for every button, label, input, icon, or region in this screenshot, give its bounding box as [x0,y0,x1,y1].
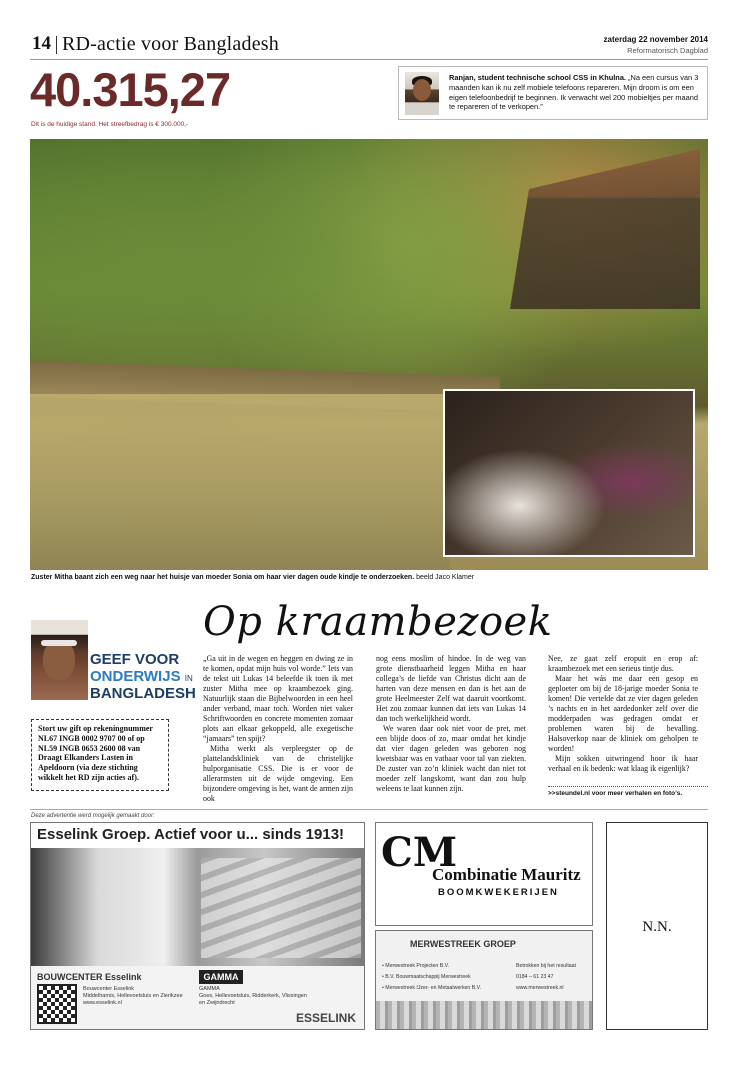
bouwcenter-url: www.esselink.nl [83,999,122,1006]
ad-section-rule [30,809,708,810]
quote-box [398,66,708,120]
fundraiser-note: Dit is de huidige stand. Het streefbedrag is € 300.000,- [31,121,189,128]
campaign-line2: ONDERWIJS [90,667,181,685]
anonymous-ad [606,822,708,1030]
skyline-graphic [376,1001,592,1029]
header-rule [30,59,708,60]
list-item: • Merwestreek Projecten B.V. [382,963,450,969]
quote-body: „Na een cursus van 3 maanden kan ik nu zelf mobiele telefoons repareren. Mijn droom is om een eigen telefoonbedrijf te beginnen. Ik verwacht wel 200 mobieltjes per maand te repareren of te verkopen.” [449,73,699,112]
esselink-ad[interactable] [30,822,365,1030]
article-headline: Op kraambezoek [203,599,553,645]
esselink-photo [31,848,364,966]
paragraph: nog eens moslim of hindoe. In de weg van grote dienstbaarheid leggen Mitha en haar collega’s de liefde van Christus dicht aan de harten van deze mensen en dan is het aan de grote Heelmeester Zelf wat daaruit voortkomt. Het zou zomaar kunnen dat iets van Lukas 14 dan toch werkelijkheid wordt. [376,654,526,724]
paragraph: Nee, ze gaat zelf eropuit en erop af: kraambezoek met een serieus tintje dus. [548,654,698,674]
merwestreek-phone: 0184 – 61 23 47 [516,973,554,980]
girl-photo [31,620,88,700]
article-column-3 [548,654,698,774]
header-separator [56,36,57,54]
photo-credit: beeld Jaco Klamer [414,574,475,581]
esselink-logo: ESSELINK [295,1011,356,1025]
bouwcenter-info [83,986,203,1007]
merwestreek-ad[interactable] [375,930,593,1030]
bouwcenter-logo: BOUWCENTER Esselink [37,972,142,982]
campaign-logo [90,652,196,702]
caption-text: Zuster Mitha baant zich een weg naar het huisje van moeder Sonia om haar vier dagen oude kindje te onderzoeken. [31,574,415,581]
fundraiser-amount: 40.315,27 [30,63,231,116]
main-photo [30,139,708,570]
mauritz-monogram: CM [381,829,458,876]
article-column-1 [203,654,353,804]
anonymous-label: N.N. [642,919,672,935]
gamma-places: Goes, Hellevoetsluis, Ridderkerk, Vlissingen en Zwijndrecht [199,992,307,1006]
paragraph: Mitha werkt als verpleegster op de plattelandskliniek van de christelijke hulporganisatie CSS. Die is er voor de allerarmsten uit de wijde omgeving. Een bijzondere omgeving is het, want de armen zijn ook [203,744,353,804]
campaign-line1: GEEF VOOR [90,651,180,668]
esselink-headline: Esselink Groep. Actief voor u... sinds 1913! [31,823,364,847]
list-item: • Merwestreek IJzer- en Metaalwerken B.V. [382,984,482,991]
water-reflection [30,394,450,570]
page-number: 14 [32,33,51,54]
merwestreek-url: www.merwestreek.nl [516,984,564,991]
inset-photo [443,389,695,557]
mauritz-sub: BOOMKWEKERIJEN [438,887,559,898]
newspaper-name: Reformatorisch Dagblad [627,46,708,55]
gamma-logo: GAMMA [199,970,243,984]
qr-code-icon [37,984,77,1024]
paragraph: „Ga uit in de wegen en heggen en dwing ze in te komen, opdat mijn huis vol worde.” Iets van de tekst uit Lukas 14 beleefde ik toen ik met zuster Mitha mee op kraambezoek ging. Natuurlijk staan die Bijbelwoorden in een heel ander verband, maar toch. Worden niet vaker Schriftwoorden en concrete momenten zomaar plots aan elkaar gekoppeld, alle exegetische “jamaars” ten spijt? [203,654,353,744]
campaign-in: IN [184,673,193,683]
bouwcenter-name: Bouwcenter Esselink [83,986,135,992]
article-column-2 [376,654,526,794]
section-title: RD-actie voor Bangladesh [62,33,279,55]
gamma-info [199,986,309,1007]
mauritz-name: Combinatie Mauritz [432,865,581,884]
paragraph: We waren daar ook niet voor de pret, met een blijde doos of zo, maar omdat het kindje dat vier dagen geleden was geboren nog kwetsbaar was en vatbaar voor tal van ziekten. De zuster van zo’n kliniek wacht dan niet tot moeder zelf langskomt, want dan zou hulp weleens te laat kunnen zijn. [376,724,526,794]
list-item: • B.V. Bouwmaatschappij Merwestreek [382,973,471,980]
merwestreek-list [382,961,502,994]
paragraph: Mijn sokken uitwringend hoor ik haar verhaal en ik bedenk: wat klaag ik eigenlijk? [548,754,698,774]
more-stories-link[interactable]: >>steundel.nl voor meer verhalen en foto’s. [548,786,708,797]
merwestreek-title: MERWESTREEK GROEP [410,939,516,949]
header-date: zaterdag 22 november 2014 [603,35,708,44]
merwestreek-contact [516,961,591,994]
esselink-footer [31,966,364,1030]
portrait-photo [405,72,439,115]
campaign-line3: BANGLADESH [90,684,196,702]
photo-caption [31,574,474,581]
ad-note: Deze advertentie werd mogelijk gemaakt door: [31,813,155,819]
paragraph: Maar het wás me daar een gesop en geploeter om bij de 18-jarige moeder Sonia te komen! Die vertelde dat ze vier dagen geleden ’s nachts en in het aardedonker zelf over die modderpaden was gedragen omdat er problemen waren bij de bevalling. Halsoverkop naar de kliniek om geholpen te worden! [548,674,698,754]
mauritz-ad[interactable] [375,822,593,926]
bouwcenter-places: Middelharnis, Hellevoetsluis en Zierikzee [83,992,183,999]
donation-info-box: Stort uw gift op rekeningnummer NL67 INGB 0002 9707 00 of op NL59 INGB 0653 2600 08 van Draagt Elkanders Lasten in Apeldoorn (via deze stichting wikkelt het RD zijn acties af). [31,719,169,791]
quote-text [449,73,701,112]
gamma-name: GAMMA [199,986,220,992]
hut-shape [510,149,700,309]
merwestreek-slogan: Betrokken bij het resultaat [516,963,576,969]
quote-speaker: Ranjan, student technische school CSS in Khulna. [449,73,626,82]
